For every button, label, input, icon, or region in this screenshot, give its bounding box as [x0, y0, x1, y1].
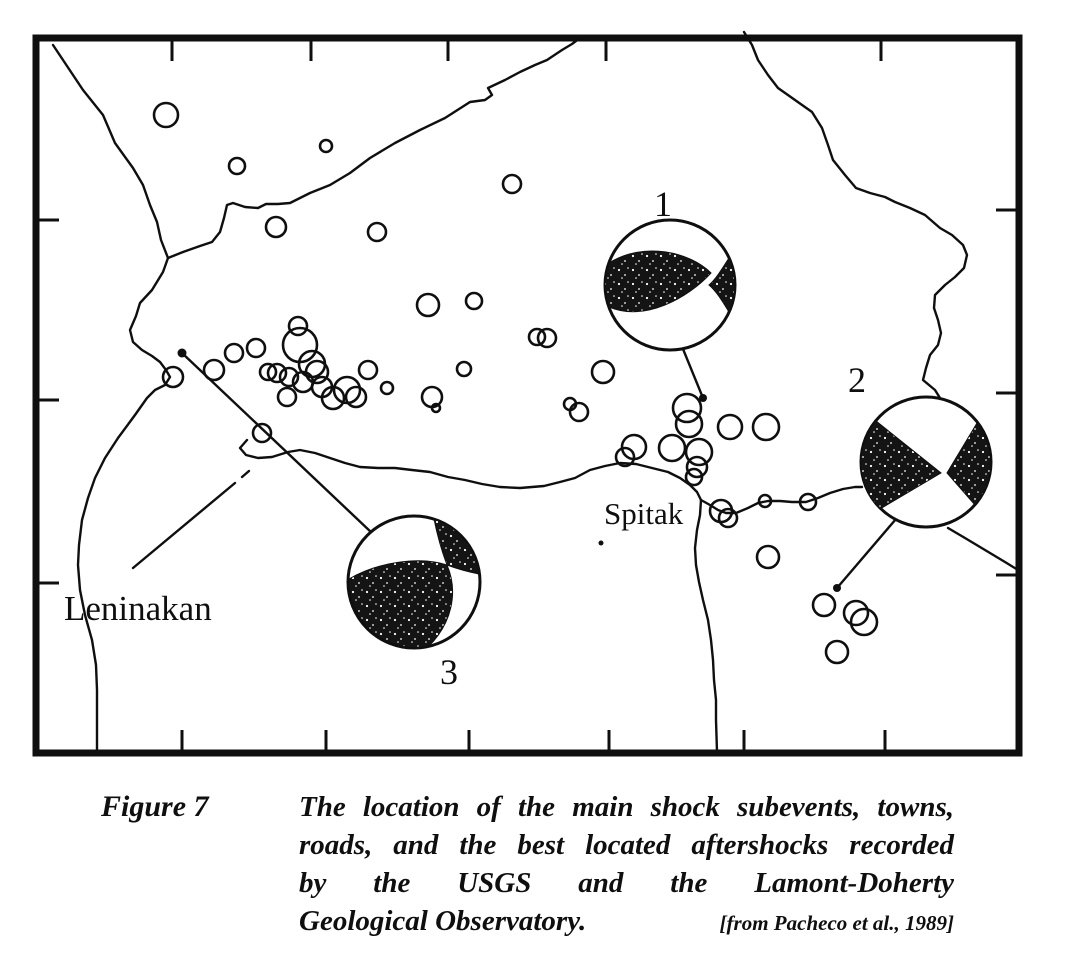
aftershock-circle	[247, 339, 265, 357]
map-border	[36, 38, 1019, 753]
road-leninakan-spitak	[240, 440, 701, 500]
aftershock-circle	[676, 411, 702, 437]
aftershock-circle	[813, 594, 835, 616]
aftershock-circle	[432, 404, 440, 412]
subevent-label-3: 3	[440, 652, 458, 692]
leader-subevent-2	[837, 519, 896, 588]
subevent-3-leninakan-dot	[178, 349, 187, 358]
town-label-leninakan: Leninakan	[64, 589, 212, 628]
aftershock-circle	[659, 435, 685, 461]
subevent-2-dot	[833, 584, 841, 592]
aftershock-circle	[592, 361, 614, 383]
aftershock-circle	[204, 360, 224, 380]
boundary-northeast-diagonal	[168, 38, 580, 258]
caption-line-3: by the USGS and the Lamont-Doherty	[299, 867, 954, 899]
road-spitak-south	[695, 500, 717, 752]
figure-caption	[299, 788, 954, 942]
caption-citation: [from Pacheco et al., 1989]	[719, 911, 954, 935]
spitak-town-dot	[599, 541, 604, 546]
subevent-label-2: 2	[848, 360, 866, 400]
figure-label: Figure 7	[101, 790, 209, 823]
aftershock-circle	[278, 388, 296, 406]
aftershock-circle	[320, 140, 332, 152]
aftershock-circle	[253, 424, 271, 442]
subevent-label-1: 1	[654, 184, 672, 224]
boundary-west	[78, 258, 170, 753]
caption-line-1: The location of the main shock subevents, towns,	[299, 791, 954, 823]
leader-leninakan-label-dash	[242, 471, 249, 477]
aftershock-circle	[289, 317, 307, 335]
caption-line-4-text: Geological Observatory.	[299, 905, 587, 937]
subevent-1-dot	[699, 394, 707, 402]
boundary-northwest	[53, 45, 168, 258]
caption-line-4	[299, 902, 954, 942]
aftershock-circle	[381, 382, 393, 394]
aftershock-circle	[687, 457, 707, 477]
aftershock-circle	[503, 175, 521, 193]
aftershock-circle	[757, 546, 779, 568]
aftershock-circle	[154, 103, 178, 127]
aftershock-circle	[570, 403, 588, 421]
aftershock-circle	[457, 362, 471, 376]
aftershock-circle	[417, 294, 439, 316]
beachball-3-shaded-region	[349, 561, 453, 648]
aftershock-circle	[826, 641, 848, 663]
aftershock-circle	[718, 415, 742, 439]
road-east-continuation	[948, 528, 1018, 570]
aftershock-circle	[753, 414, 779, 440]
aftershock-circle	[368, 223, 386, 241]
aftershock-circle	[229, 158, 245, 174]
aftershock-circle	[163, 367, 183, 387]
town-label-spitak: Spitak	[604, 496, 684, 531]
caption-line-2: roads, and the best located aftershocks recorded	[299, 829, 954, 861]
leader-leninakan-label	[133, 483, 235, 568]
aftershock-circle	[225, 344, 243, 362]
leader-subevent-1	[683, 349, 703, 398]
aftershock-circle	[538, 329, 556, 347]
aftershock-circle	[346, 387, 366, 407]
aftershock-circle	[359, 361, 377, 379]
aftershock-circle	[466, 293, 482, 309]
aftershock-circle	[266, 217, 286, 237]
